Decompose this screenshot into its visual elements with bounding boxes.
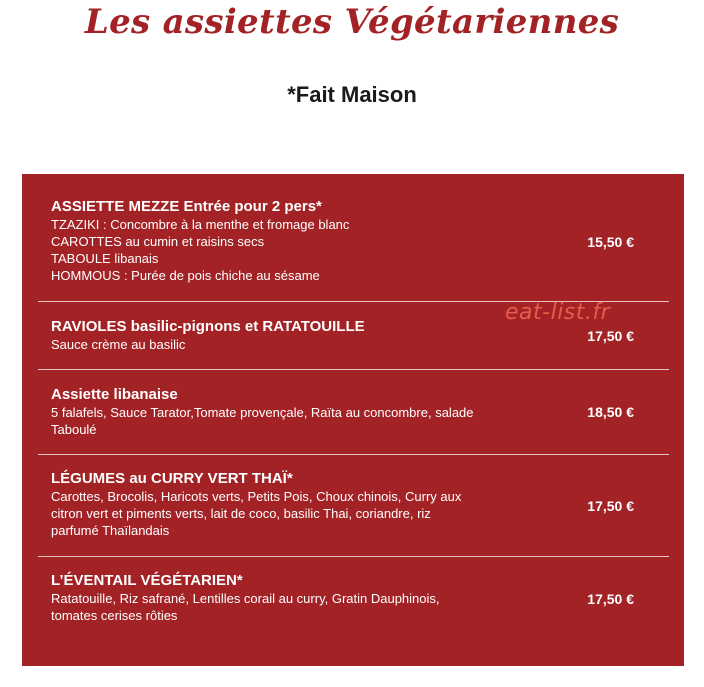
menu-item-description: citron vert et piments verts, lait de coco, basilic Thai, coriandre, riz (51, 506, 431, 521)
menu-item-description: Taboulé (51, 422, 97, 437)
menu-item-name: L’ÉVENTAIL VÉGÉTARIEN* (51, 572, 243, 589)
menu-item-description: Ratatouille, Riz safrané, Lentilles corail au curry, Gratin Dauphinois, (51, 591, 440, 606)
menu-item-legumes-curry (38, 470, 664, 545)
menu-item-description: parfumé Thaïlandais (51, 523, 170, 538)
menu-item-description: HOMMOUS : Purée de pois chiche au sésame (51, 268, 320, 283)
menu-item-price: 17,50 € (587, 591, 634, 607)
menu-item-price: 17,50 € (587, 498, 634, 514)
menu-item-description: CAROTTES au cumin et raisins secs (51, 234, 265, 249)
menu-item-description: TZAZIKI : Concombre à la menthe et fromage blanc (51, 217, 350, 232)
menu-divider (38, 454, 669, 455)
menu-item-name: ASSIETTE MEZZE Entrée pour 2 pers* (51, 198, 322, 215)
menu-item-name: LÉGUMES au CURRY VERT THAÏ* (51, 470, 293, 487)
page-subtitle: *Fait Maison (287, 82, 417, 107)
menu-item-description: Carottes, Brocolis, Haricots verts, Petits Pois, Choux chinois, Curry aux (51, 489, 462, 504)
menu-divider (38, 369, 669, 370)
menu-item-name: Assiette libanaise (51, 386, 178, 403)
menu-item-name: RAVIOLES basilic-pignons et RATATOUILLE (51, 318, 365, 335)
menu-panel (22, 174, 684, 666)
page-title: Les assiettes Végétariennes (84, 2, 620, 42)
menu-item-description: tomates cerises rôties (51, 608, 178, 623)
menu-item-price: 18,50 € (587, 404, 634, 420)
menu-item-eventail (38, 572, 664, 632)
watermark: eat-list.fr (505, 300, 611, 325)
menu-item-price: 17,50 € (587, 328, 634, 344)
menu-item-description: TABOULE libanais (51, 251, 159, 266)
menu-item-price: 15,50 € (587, 234, 634, 250)
menu-item-description: Sauce crème au basilic (51, 337, 186, 352)
menu-item-libanaise (38, 386, 664, 446)
menu-item-mezze (38, 198, 664, 298)
menu-item-description: 5 falafels, Sauce Tarator,Tomate provençale, Raïta au concombre, salade (51, 405, 474, 420)
menu-divider (38, 556, 669, 557)
